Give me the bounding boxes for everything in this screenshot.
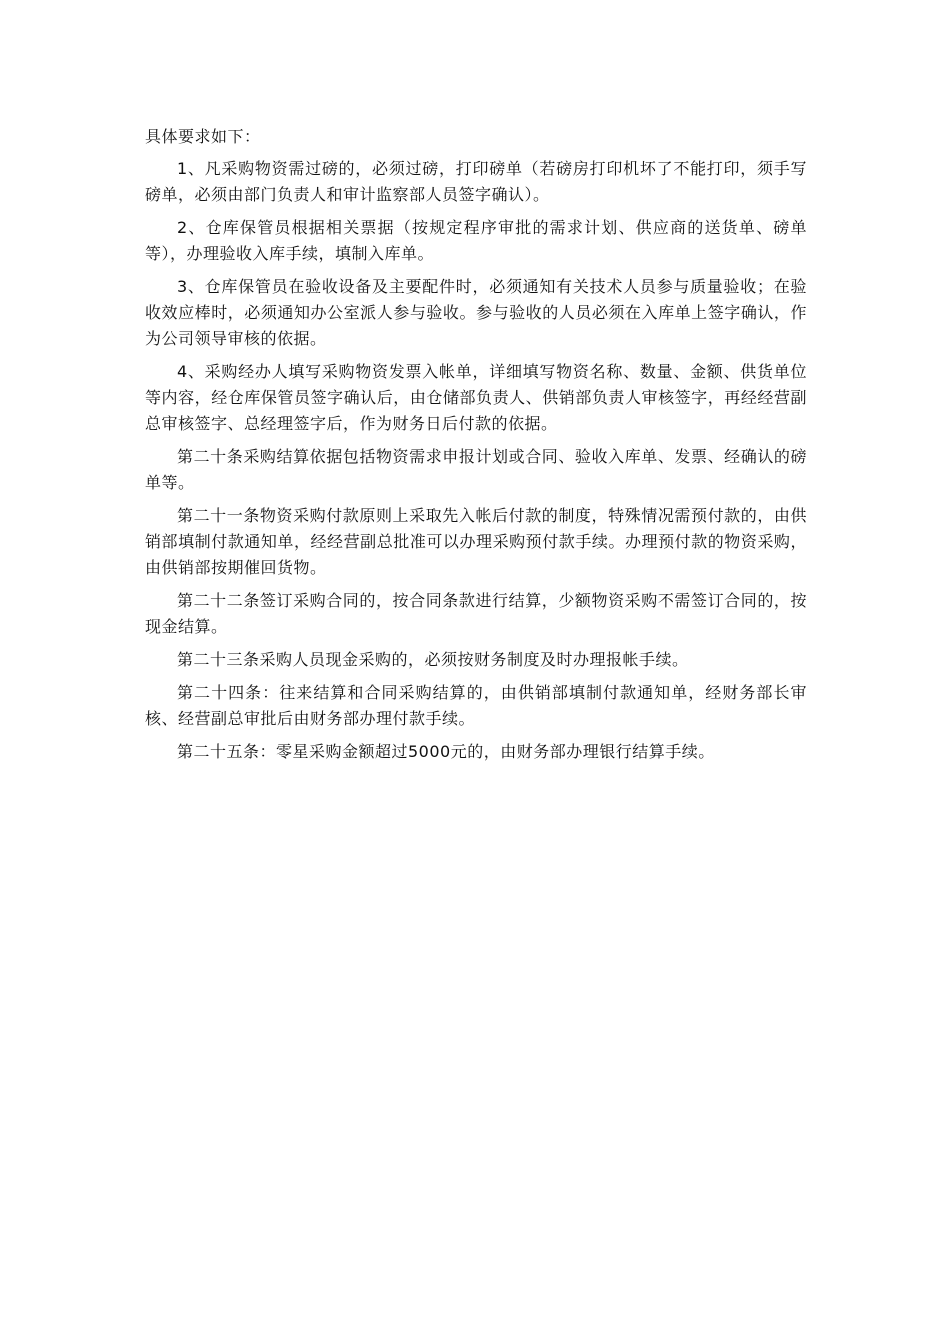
requirement-3-paragraph: 3、仓库保管员在验收设备及主要配件时，必须通知有关技术人员参与质量验收；在验收效应棒时，必须通知办公室派人参与验收。参与验收的人员必须在入库单上签字确认，作为公司领导审核的依据。 — [145, 277, 807, 348]
requirement-1-paragraph: 1、凡采购物资需过磅的，必须过磅，打印磅单（若磅房打印机坏了不能打印，须手写磅单，必须由部门负责人和审计监察部人员签字确认）。 — [145, 159, 807, 204]
article-20-paragraph: 第二十条采购结算依据包括物资需求申报计划或合同、验收入库单、发票、经确认的磅单等。 — [145, 447, 807, 492]
document-body — [145, 124, 807, 772]
requirement-4-paragraph: 4、采购经办人填写采购物资发票入帐单，详细填写物资名称、数量、金额、供货单位等内容，经仓库保管员签字确认后，由仓储部负责人、供销部负责人审核签字，再经经营副总审核签字、总经理签字后，作为财务日后付款的依据。 — [145, 362, 807, 433]
intro-paragraph: 具体要求如下： — [145, 127, 261, 146]
article-24-paragraph: 第二十四条：往来结算和合同采购结算的，由供销部填制付款通知单，经财务部长审核、经营副总审批后由财务部办理付款手续。 — [145, 683, 807, 728]
article-22-paragraph: 第二十二条签订采购合同的，按合同条款进行结算，少额物资采购不需签订合同的，按现金结算。 — [145, 591, 807, 636]
requirement-2-paragraph: 2、仓库保管员根据相关票据（按规定程序审批的需求计划、供应商的送货单、磅单等），办理验收入库手续，填制入库单。 — [145, 218, 807, 263]
article-21-paragraph: 第二十一条物资采购付款原则上采取先入帐后付款的制度，特殊情况需预付款的，由供销部填制付款通知单，经经营副总批准可以办理采购预付款手续。办理预付款的物资采购，由供销部按期催回货物。 — [145, 506, 807, 577]
article-23-paragraph: 第二十三条采购人员现金采购的，必须按财务制度及时办理报帐手续。 — [177, 650, 689, 669]
article-25-paragraph: 第二十五条：零星采购金额超过5000元的，由财务部办理银行结算手续。 — [177, 742, 715, 761]
